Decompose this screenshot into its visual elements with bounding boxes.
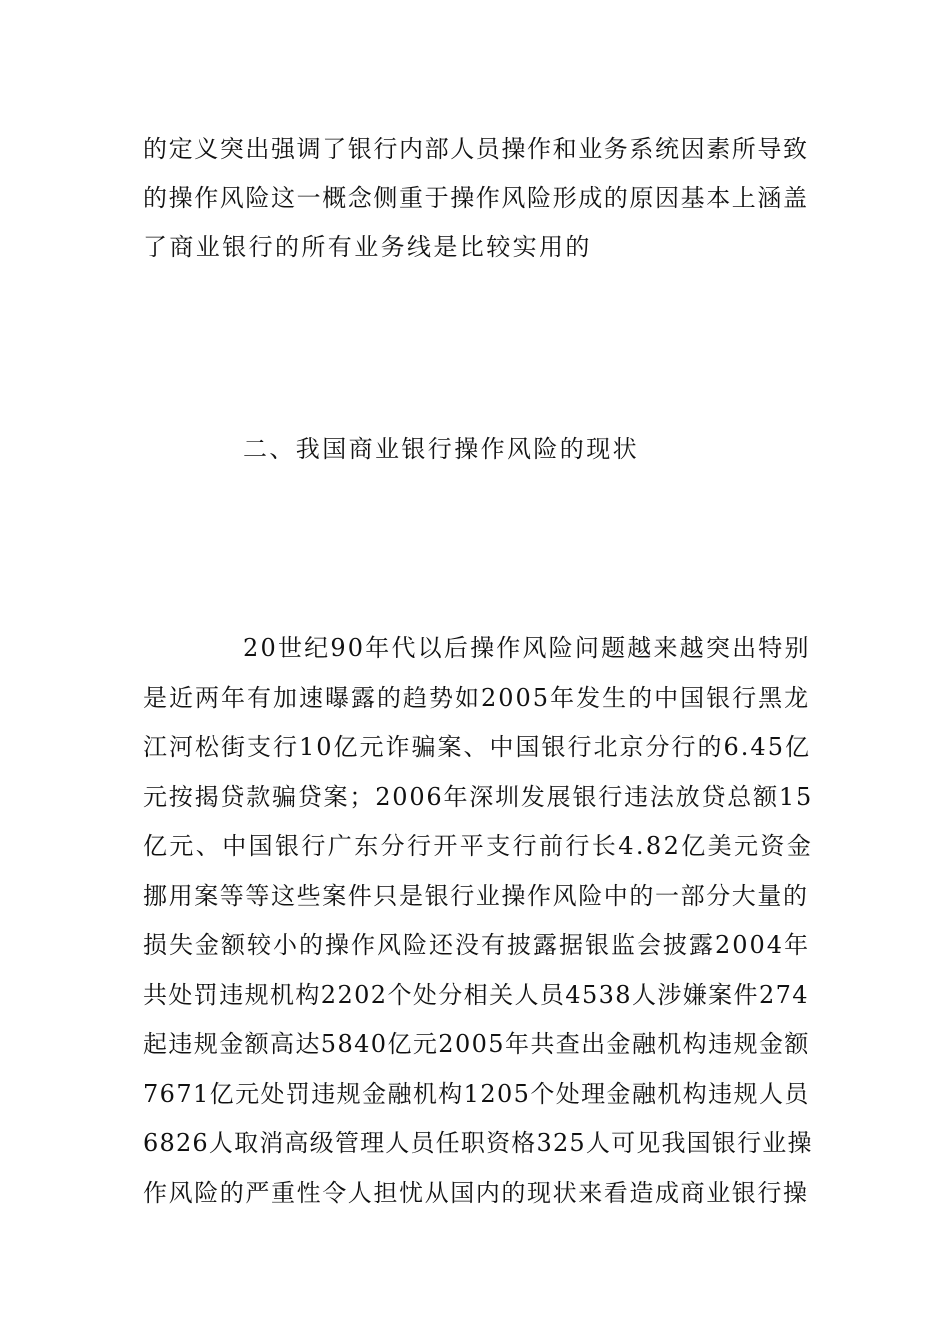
intro-line-2: 的操作风险这一概念侧重于操作风险形成的原因基本上涵盖 [143, 184, 809, 212]
body-line-6: 挪用案等等这些案件只是银行业操作风险中的一部分大量的 [143, 882, 809, 910]
body-line-11: 6826人取消高级管理人员任职资格325人可见我国银行业操 [143, 1129, 813, 1157]
body-line-2: 是近两年有加速曝露的趋势如2005年发生的中国银行黑龙 [143, 684, 811, 712]
intro-line-3: 了商业银行的所有业务线是比较实用的 [143, 233, 592, 261]
intro-line-1: 的定义突出强调了银行内部人员操作和业务系统因素所导致 [143, 135, 809, 163]
body-line-10: 7671亿元处罚违规金融机构1205个处理金融机构违规人员 [143, 1080, 810, 1108]
body-line-9: 起违规金额高达5840亿元2005年共查出金融机构违规金额 [143, 1030, 810, 1058]
body-line-12: 作风险的严重性令人担忧从国内的现状来看造成商业银行操 [143, 1179, 809, 1207]
body-line-1: 20世纪90年代以后操作风险问题越来越突出特别 [243, 634, 811, 662]
body-line-5: 亿元、中国银行广东分行开平支行前行长4.82亿美元资金 [143, 832, 814, 860]
body-line-8: 共处罚违规机构2202个处分相关人员4538人涉嫌案件274 [143, 981, 809, 1009]
section-heading: 二、我国商业银行操作风险的现状 [243, 435, 639, 463]
body-line-4: 元按揭贷款骗贷案；2006年深圳发展银行违法放贷总额15 [143, 783, 814, 811]
body-line-3: 江河松街支行10亿元诈骗案、中国银行北京分行的6.45亿 [143, 733, 811, 761]
body-line-7: 损失金额较小的操作风险还没有披露据银监会披露2004年 [143, 931, 811, 959]
